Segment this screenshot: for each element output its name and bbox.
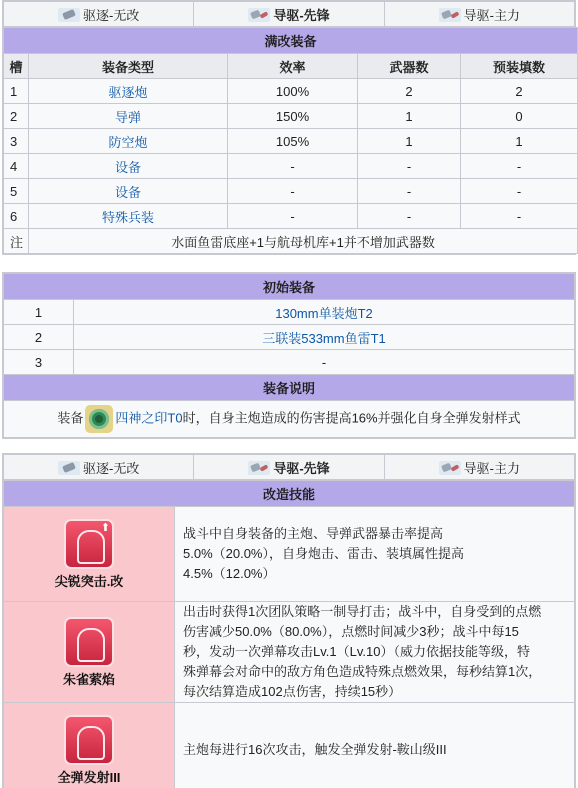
- skill-name: 尖锐突击.改: [54, 573, 124, 589]
- equipment-link[interactable]: 四神之印T0: [115, 410, 183, 426]
- tab-label: 导驱-主力: [463, 460, 520, 476]
- preload-cell: 1: [461, 129, 578, 154]
- slot-cell: 3: [4, 129, 29, 154]
- type-cell: [29, 154, 228, 179]
- tab-guided-vanguard[interactable]: [194, 2, 384, 27]
- equipment-panel: [2, 0, 576, 255]
- skill-row: [4, 507, 575, 602]
- type-cell: [29, 179, 228, 204]
- ship-missile-icon: [439, 461, 461, 475]
- tabs-bar: [3, 1, 575, 27]
- tab-label: 导驱-先锋: [273, 7, 330, 23]
- skill-badge[interactable]: [4, 602, 175, 703]
- tab-label: 导驱-先锋: [273, 460, 330, 476]
- skill-name: 全弹发射III: [57, 769, 121, 785]
- skill-line: 战斗中自身装备的主炮、导弹武器暴击率提高: [183, 526, 444, 541]
- weapons-cell: 1: [358, 129, 461, 154]
- tab-guided-vanguard[interactable]: [194, 455, 384, 480]
- section-title: 满改装备: [4, 28, 578, 54]
- table-row: [4, 350, 575, 375]
- description-cell: [4, 401, 575, 438]
- efficiency-cell: -: [228, 179, 358, 204]
- skill-line: 秒，发动一次弹幕攻击Lv.1（Lv.10）（威力依据技能等级，特: [183, 644, 530, 659]
- column-header: 效率: [228, 54, 358, 79]
- weapons-cell: 1: [358, 104, 461, 129]
- weapons-cell: -: [358, 204, 461, 229]
- skills-table: [3, 480, 575, 788]
- description-row: [4, 401, 575, 438]
- column-header: 预装填数: [461, 54, 578, 79]
- type-link[interactable]: 驱逐炮: [108, 84, 148, 100]
- slot-cell: 2: [4, 104, 29, 129]
- slot-cell: 1: [4, 79, 29, 104]
- item-cell: [74, 300, 575, 325]
- full-equipment-table: [3, 27, 578, 254]
- table-row: [4, 129, 578, 154]
- skill-line: 每次结算造成102点伤害，持续15秒）: [183, 684, 402, 699]
- table-row: [4, 104, 578, 129]
- tab-destroyer-base[interactable]: [4, 2, 194, 27]
- section-title: 改造技能: [4, 481, 575, 507]
- item-cell: -: [74, 350, 575, 375]
- preload-cell: -: [461, 154, 578, 179]
- slot-cell: 6: [4, 204, 29, 229]
- skill-line: 主炮每进行16次攻击，触发全弹发射-鞍山级III: [183, 742, 447, 757]
- section-title: 初始装备: [4, 274, 575, 300]
- tab-label: 驱逐-无改: [82, 460, 140, 476]
- skill-row: [4, 703, 575, 788]
- type-link[interactable]: 导弹: [114, 109, 141, 125]
- efficiency-cell: -: [228, 154, 358, 179]
- efficiency-cell: 150%: [228, 104, 358, 129]
- tab-label: 驱逐-无改: [82, 7, 140, 23]
- ship-missile-icon: [248, 461, 270, 475]
- row-number: 1: [4, 300, 74, 325]
- skill-badge[interactable]: [4, 703, 175, 788]
- column-header: 武器数: [358, 54, 461, 79]
- table-row: [4, 154, 578, 179]
- table-row: [4, 204, 578, 229]
- tab-guided-main[interactable]: [384, 455, 574, 480]
- description-suffix: 时，自身主炮造成的伤害提高16%并强化自身全弹发射样式: [182, 410, 521, 426]
- slot-cell: 5: [4, 179, 29, 204]
- note-text: 水面鱼雷底座+1与航母机库+1并不增加武器数: [29, 229, 578, 254]
- row-number: 3: [4, 350, 74, 375]
- efficiency-cell: 100%: [228, 79, 358, 104]
- type-link[interactable]: 防空炮: [108, 134, 148, 150]
- skills-panel: [2, 453, 576, 788]
- ship-icon: [58, 461, 80, 475]
- skill-line: 殊弹幕会对命中的敌方角色造成特殊点燃效果，每秒结算1次，: [183, 664, 542, 679]
- type-cell: [29, 204, 228, 229]
- type-cell: [29, 104, 228, 129]
- efficiency-cell: -: [228, 204, 358, 229]
- table-row: [4, 325, 575, 350]
- skill-name: 朱雀萦焰: [62, 671, 115, 687]
- item-link[interactable]: 130mm单装炮T2: [275, 305, 373, 321]
- preload-cell: 0: [461, 104, 578, 129]
- tabs-bar: [3, 454, 575, 480]
- description-prefix: 装备: [57, 410, 84, 426]
- skill-line: 4.5%（12.0%）: [183, 566, 276, 581]
- skill-missile-icon: [64, 715, 114, 765]
- skill-portrait-icon: [64, 617, 114, 667]
- skill-description: [175, 602, 575, 703]
- type-link[interactable]: 特殊兵装: [101, 209, 154, 225]
- skill-line: 出击时获得1次团队策略一制导打击；战斗中，自身受到的点燃: [183, 604, 542, 619]
- preload-cell: 2: [461, 79, 578, 104]
- ship-icon: [58, 8, 80, 22]
- skill-row: [4, 602, 575, 703]
- type-link[interactable]: 设备: [114, 159, 141, 175]
- slot-cell: 4: [4, 154, 29, 179]
- skill-line: 伤害减少50.0%（80.0%），点燃时间减少3秒；战斗中每15: [183, 624, 519, 639]
- preload-cell: -: [461, 204, 578, 229]
- efficiency-cell: 105%: [228, 129, 358, 154]
- item-link[interactable]: 三联装533mm鱼雷T1: [262, 330, 386, 346]
- column-header: 装备类型: [29, 54, 228, 79]
- note-row: [4, 229, 578, 254]
- column-header: 槽: [4, 54, 29, 79]
- skill-description: [175, 507, 575, 602]
- ship-missile-icon: [439, 8, 461, 22]
- tab-guided-main[interactable]: [384, 2, 574, 27]
- row-number: 2: [4, 325, 74, 350]
- initial-equipment-table: [3, 273, 575, 438]
- skill-badge[interactable]: [4, 507, 175, 602]
- weapons-cell: -: [358, 154, 461, 179]
- type-link[interactable]: 设备: [114, 184, 141, 200]
- initial-equipment-panel: [2, 272, 576, 439]
- table-row: [4, 300, 575, 325]
- preload-cell: -: [461, 179, 578, 204]
- tab-label: 导驱-主力: [463, 7, 520, 23]
- table-row: [4, 179, 578, 204]
- type-cell: [29, 79, 228, 104]
- ship-missile-icon: [248, 8, 270, 22]
- weapons-cell: -: [358, 179, 461, 204]
- note-label: 注: [4, 229, 29, 254]
- seal-icon[interactable]: [85, 405, 113, 433]
- item-cell: [74, 325, 575, 350]
- upgrade-arrow-icon: ⬆: [100, 521, 110, 534]
- type-cell: [29, 129, 228, 154]
- table-row: [4, 79, 578, 104]
- tab-destroyer-base[interactable]: [4, 455, 194, 480]
- skill-line: 5.0%（20.0%），自身炮击、雷击、装填属性提高: [183, 546, 464, 561]
- skill-portrait-icon: [64, 519, 114, 569]
- weapons-cell: 2: [358, 79, 461, 104]
- section-title: 装备说明: [4, 375, 575, 401]
- skill-description: [175, 703, 575, 788]
